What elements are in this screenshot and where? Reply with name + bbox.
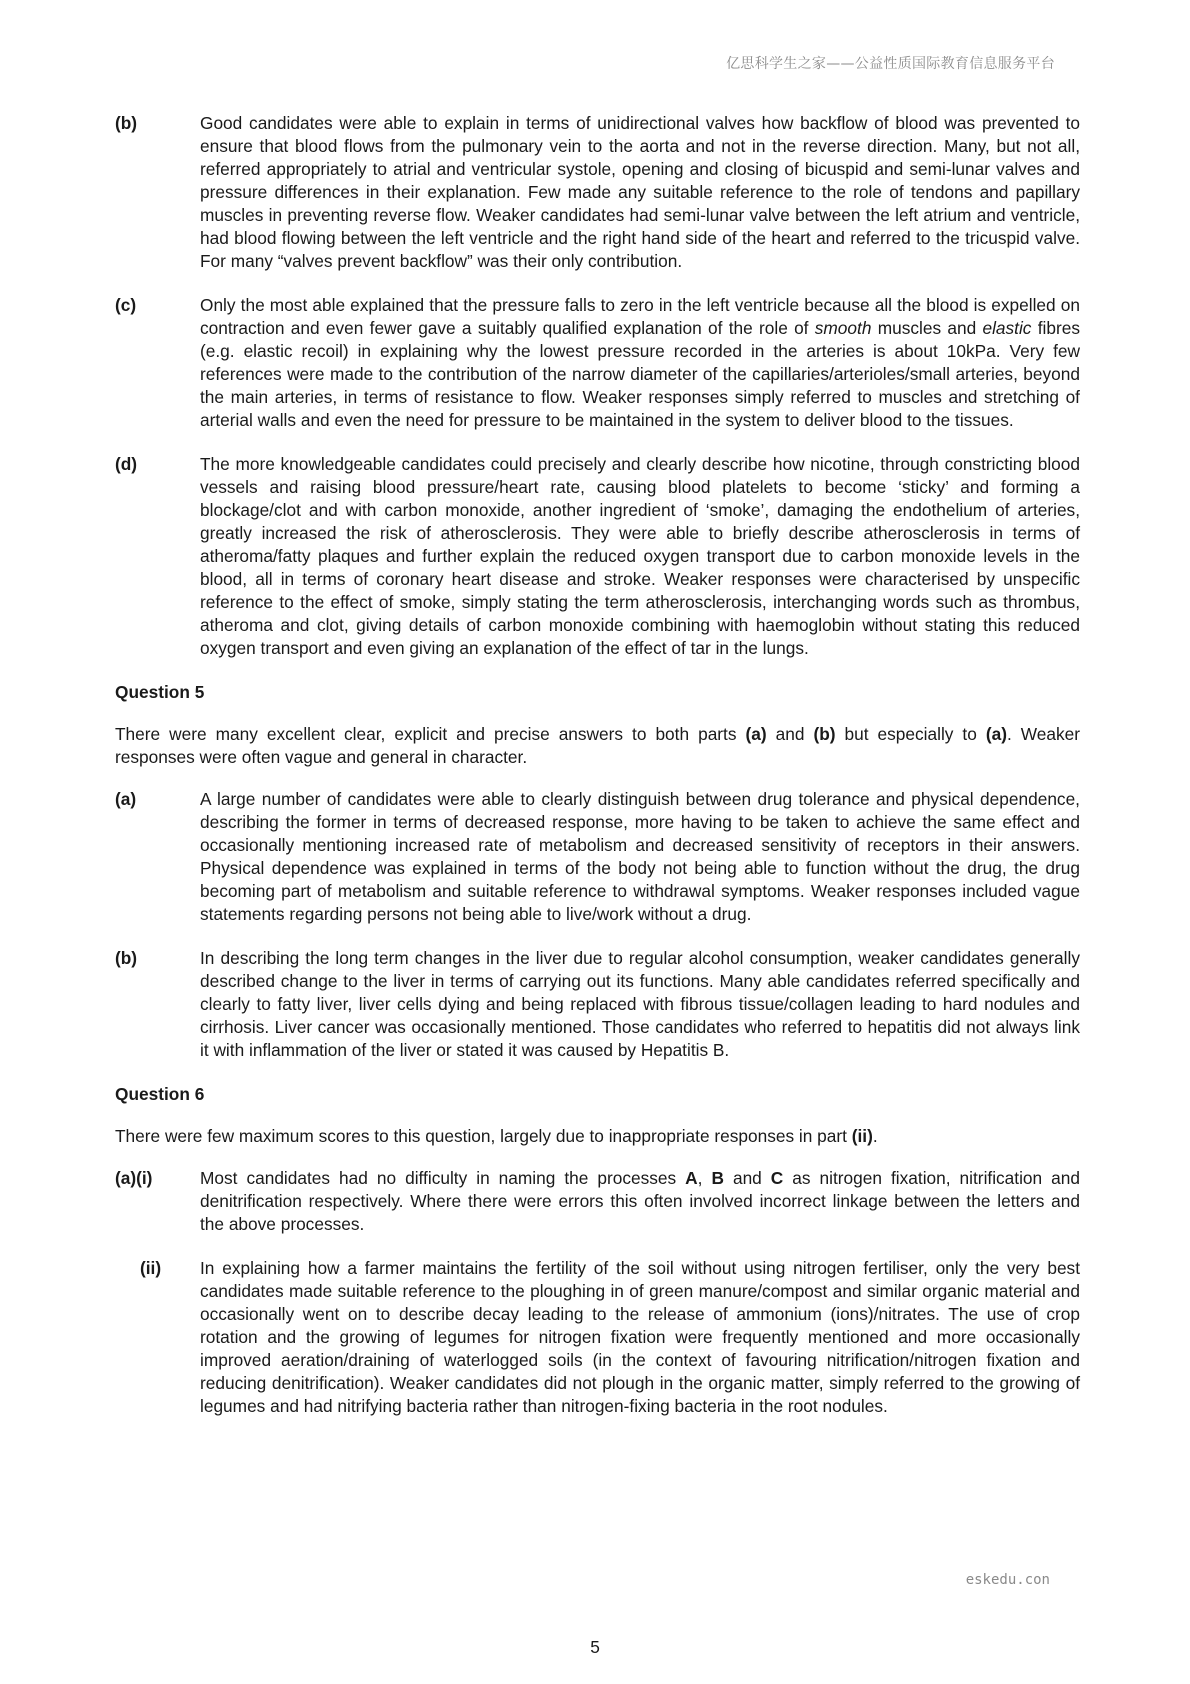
part-c-paragraph (115, 294, 1080, 432)
bold-ref: (a) (985, 724, 1007, 744)
text-run: , (697, 1168, 712, 1188)
part-text: A large number of candidates were able to clearly distinguish between drug tolerance and physical dependence, describing the former in terms of decreased response, more having to be taken to achieve the same effect and occasionally mentioning increased rate of metabolism and decreased sensitivity of receptors in their answers. Physical dependence was explained in terms of the body not being able to function without the drug, the drug becoming part of metabolism and suitable reference to withdrawal symptoms. Weaker responses included vague statements regarding persons not being able to live/work without a drug. (200, 789, 1080, 924)
text-run: . (872, 1126, 878, 1146)
bold-ref: (ii) (851, 1126, 873, 1146)
q6-part-a-i-paragraph (115, 1167, 1080, 1236)
part-b-paragraph (115, 112, 1080, 273)
text-run: and (723, 1168, 771, 1188)
bold-ref: A (685, 1168, 698, 1188)
part-text (200, 294, 1080, 432)
part-label: (d) (115, 454, 138, 474)
part-label: (a) (115, 789, 137, 809)
text-run: Only the most able explained that the pressure falls to zero in the left ventricle because all the blood is expelled on contraction and even fewer gave a suitably qualified explanation of the role of (200, 295, 1080, 338)
bold-ref: (b) (813, 724, 836, 744)
bold-ref: B (711, 1168, 724, 1188)
bold-ref: C (770, 1168, 784, 1188)
question-6-intro (115, 1125, 1080, 1148)
q5-part-b-paragraph (115, 947, 1080, 1062)
text-run: fibres (e.g. elastic recoil) in explaining why the lowest pressure recorded in the arteries is about 10kPa. Very few references were made to the contribution of the narrow diameter of the capillaries/arterioles/small arteries, beyond the main arteries, in terms of resistance to flow. Weaker responses simply referred to muscles and stretching of arterial walls and even the need for pressure to be maintained in the system to deliver blood to the tissues. (200, 318, 1080, 430)
bold-ref: (a) (745, 724, 767, 744)
part-label: (a)(i) (115, 1168, 153, 1188)
part-text (200, 1167, 1080, 1236)
part-text: In describing the long term changes in the liver due to regular alcohol consumption, weaker candidates generally described change to the liver in terms of carrying out its functions. Many able candidates referred specifically and clearly to fatty liver, liver cells dying and being replaced with fibrous tissue/collagen leading to hard nodules and cirrhosis. Liver cancer was occasionally mentioned. Those candidates who referred to hepatitis did not always link it with inflammation of the liver or stated it was caused by Hepatitis B. (200, 948, 1080, 1060)
q6-part-ii-paragraph (115, 1257, 1080, 1418)
emphasis-smooth: smooth (814, 318, 872, 338)
text-run: muscles and (871, 318, 983, 338)
header-watermark: 亿思科学生之家——公益性质国际教育信息服务平台 (726, 56, 1055, 72)
footer-watermark: eskedu.con (965, 1572, 1050, 1588)
report-content (115, 112, 1080, 1439)
part-label: (c) (115, 295, 137, 315)
emphasis-elastic: elastic (982, 318, 1032, 338)
text-run: but especially to (835, 724, 986, 744)
page-number: 5 (590, 1637, 600, 1657)
part-label: (b) (115, 113, 138, 133)
question-5-intro (115, 723, 1080, 769)
part-text: Good candidates were able to explain in terms of unidirectional valves how backflow of blood was prevented to ensure that blood flows from the pulmonary vein to the aorta and not in the reverse direction. Many, but not all, referred appropriately to atrial and ventricular systole, opening and closing of bicuspid and semi-lunar valves and pressure differences in their explanation. Few made any suitable reference to the role of tendons and papillary muscles in preventing reverse flow. Weaker candidates had semi-lunar valve between the left atrium and ventricle, had blood flowing between the left ventricle and the right hand side of the heart and referred to the tricuspid valve. For many “valves prevent backflow” was their only contribution. (200, 113, 1080, 271)
part-label: (b) (115, 948, 138, 968)
text-run: as nitrogen fixation, nitrification and denitrification respectively. Where there were errors this often involved incorrect linkage between the letters and the above processes. (200, 1168, 1080, 1234)
text-run: Most candidates had no difficulty in naming the processes (200, 1168, 686, 1188)
text-run: . Weaker responses were often vague and general in character. (115, 724, 1080, 767)
part-text: In explaining how a farmer maintains the fertility of the soil without using nitrogen fertiliser, only the very best candidates made suitable reference to the ploughing in of green manure/compost and similar organic material and occasionally went on to describe decay leading to the release of ammonium (ions)/nitrates. The use of crop rotation and the growing of legumes for nitrogen fixation were frequently mentioned and more occasionally improved aeration/draining of waterlogged soils (in the context of favouring nitrification/nitrogen fixation and reducing denitrification). Weaker candidates did not plough in the organic matter, simply referred to the growing of legumes and had nitrifying bacteria rather than nitrogen-fixing bacteria in the root nodules. (200, 1258, 1080, 1416)
part-d-paragraph (115, 453, 1080, 660)
part-text: The more knowledgeable candidates could precisely and clearly describe how nicotine, through constricting blood vessels and raising blood pressure/heart rate, causing blood platelets to become ‘sticky’ and forming a blockage/clot and with carbon monoxide, another ingredient of ‘smoke’, damaging the endothelium of arteries, greatly increased the risk of atherosclerosis. They were able to briefly describe atherosclerosis in terms of atheroma/fatty plaques and further explain the reduced oxygen transport due to carbon monoxide levels in the blood, all in terms of coronary heart disease and stroke. Weaker responses were characterised by unspecific reference to the effect of smoke, simply stating the term atherosclerosis, interchanging words such as thrombus, atheroma and clot, giving details of carbon monoxide combining with haemoglobin without stating this reduced oxygen transport and even giving an explanation of the effect of tar in the lungs. (200, 454, 1080, 658)
text-run: and (766, 724, 814, 744)
part-label: (ii) (140, 1258, 162, 1278)
q5-part-a-paragraph (115, 788, 1080, 926)
text-run: There were few maximum scores to this question, largely due to inappropriate responses in part (115, 1126, 852, 1146)
question-6-heading: Question 6 (115, 1084, 205, 1104)
text-run: There were many excellent clear, explicit and precise answers to both parts (115, 724, 746, 744)
question-5-heading: Question 5 (115, 682, 205, 702)
